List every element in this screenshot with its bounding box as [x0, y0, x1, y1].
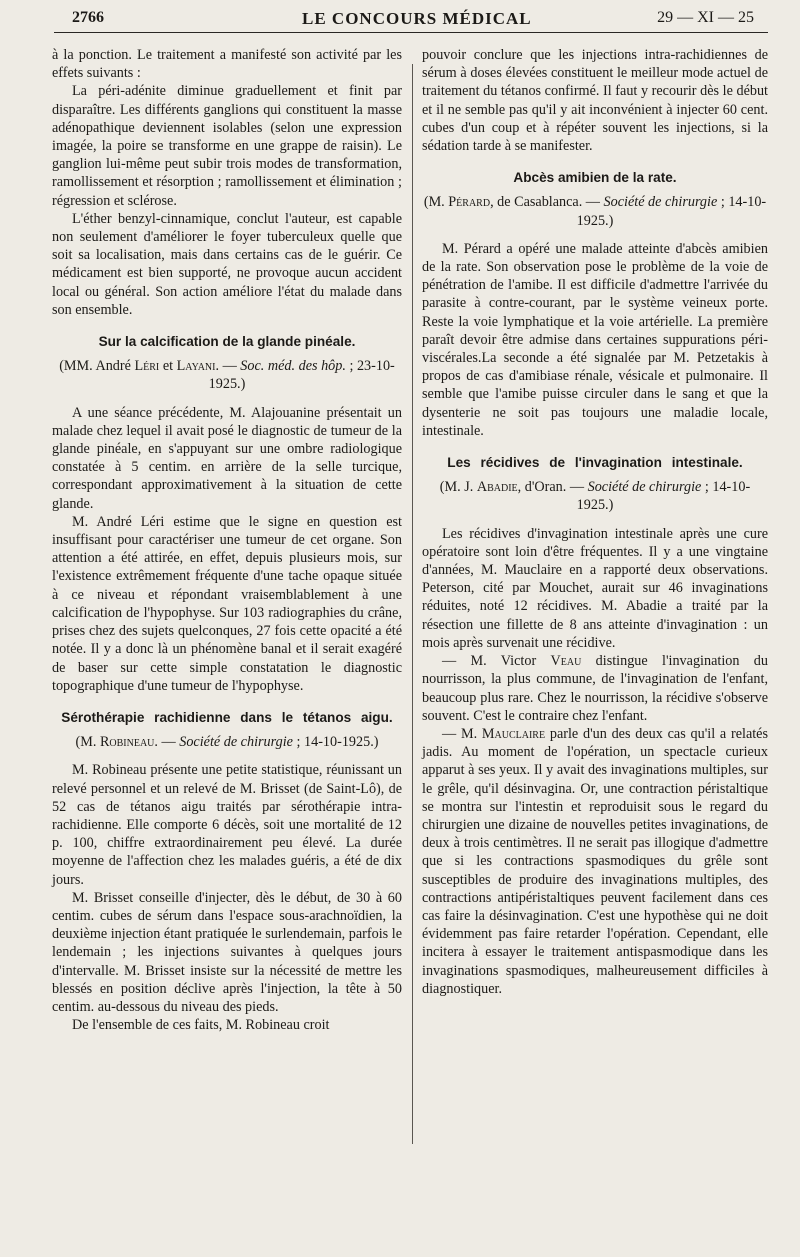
paragraph: L'éther benzyl-cinnamique, conclut l'auteur, est capable non seulement d'améliorer le foyer tuberculeux quelle que soit sa localisation, mais dans certains cas de le guérir. Ce médicament est bien supporté, ne provoque aucun accident local ou général. Son action améliore l'état du malade dans son ensemble. — [52, 210, 402, 318]
paragraph: De l'ensemble de ces faits, M. Robineau croit — [72, 1017, 330, 1034]
left-column — [52, 46, 402, 1034]
paragraph: pouvoir conclure que les injections intra-rachidiennes de sérum à doses élevées constituent le meilleur mode actuel de traitement du tétanos confirmé. Il faut y recourir dès le début et il ne semble pas qu'il y ait inconvénient à injecter 60 cent. cubes d'un coup et à répéter souvent les injections, si la sédation tarde à se manifester. — [422, 47, 768, 155]
paragraph: — M. Mauclaire parle d'un des deux cas qu'il a relatés jadis. Au moment de l'opération, un spectacle curieux apparut à ses yeux. Il y avait des invaginations multiples, sur le grêle, qu'il désinvagina. Or, une contraction péristaltique se montra sur l'intestin et reproduisit sous le regard du chirurgien une dizaine de nouvelles petites invaginations, de deux à trois centimètres. Il ne serait pas illogique d'admettre que si les contractions spasmodiques du grêle sont susceptibles de produire des invaginations multiples, des contractions antipéristaltiques peuvent facilement dans ces cas faire la désinvagination. C'est une hypothèse qui ne doit évidemment pas faire retarder l'opération. Cependant, elle incitera à essayer le traitement antispasmodique dans les invaginations spasmodiques, malheureusement difficiles à diagnostiquer. — [422, 725, 768, 997]
column-divider — [412, 64, 413, 1144]
paragraph: M. Brisset conseille d'injecter, dès le début, de 30 à 60 centim. cubes de sérum dans l'espace sous-arachnoïdien, la deuxième injection étant pratiquée le surlendemain, parfois le lendemain ; les injections suivantes à quelques jours d'intervalle. M. Brisset insiste sur la nécessité de mettre les blessés en position déclive après l'injection, la tête à 50 centim. au-dessous du niveau des pieds. — [52, 889, 402, 1015]
paragraph: Les récidives d'invagination intestinale après une cure opératoire sont loin d'être fréquentes. Il y a une vingtaine d'années, M. Mauclaire en a rapporté deux observations. Peterson, cité par Mouchet, aurait sur 46 invaginations réduites, noté 12 récidives. M. Abadie a traité par la résection une fillette de 8 ans atteinte d'invagination : un mois après survenait une récidive. — [422, 525, 768, 651]
page-number: 2766 — [72, 9, 104, 26]
section-title: Les récidives de l'invagination intestinale. — [447, 455, 743, 471]
paragraph: — M. Victor Veau distingue l'invagination du nourrisson, la plus commune, de l'invagination de l'enfant, beaucoup plus rare. Chez le nourrisson, la récidive s'observe souvent. C'est le contraire chez l'enfant. — [422, 653, 768, 724]
paragraph: La péri-adénite diminue graduellement et finit par disparaître. Les différents ganglions qui constituent la masse adénopathique deviennent isolables (selon une expression imagée, la poire se transforme en une grappe de raisin). Le ganglion lui-même peut subir trois modes de transformation, ramollissement et résorption ; ramollissement et élimination ; régression et sclérose. — [52, 83, 402, 209]
paragraph: à la ponction. Le traitement a manifesté son activité par les effets suivants : — [52, 47, 402, 82]
page-header — [54, 6, 768, 33]
paragraph: A une séance précédente, M. Alajouanine présentait un malade chez lequel il avait posé le diagnostic de tumeur de la glande pinéale, en s'appuyant sur une ombre radiologique constatée à 5 centim. en arrière de la selle turcique, correspondant approximativement à la situation de cette glande. — [52, 404, 402, 512]
issue-date: 29 — XI — 25 — [657, 9, 754, 26]
paragraph: M. André Léri estime que le signe en question est insuffisant pour caractériser une tumeur de cet organe. Son attention a été attirée, en effet, depuis plusieurs mois, sur l'existence extrêmement fréquente d'une tache opaque située à ce niveau et répondant vraisemblablement à une calcification de l'hypophyse. Sur 103 radiographies du crâne, prises chez des sujets quelconques, 27 fois cette opacité a été notée. Il y a donc là un phénomène banal et il serait exagéré de baser sur cette simple constatation le diagnostic topographique d'une tumeur de l'hypophyse. — [52, 513, 402, 694]
section-title: Sérothérapie rachidienne dans le tétanos aigu. — [61, 709, 393, 725]
section-reference: (M. Pérard, de Casablanca. — Société de chirurgie ; 14-10-1925.) — [423, 194, 767, 229]
section-title: Abcès amibien de la rate. — [513, 170, 677, 186]
section-title: Sur la calcification de la glande pinéale. — [98, 334, 356, 350]
journal-title: LE CONCOURS MÉDICAL — [302, 9, 532, 28]
paragraph: M. Pérard a opéré une malade atteinte d'abcès amibien de la rate. Son observation pose le problème de la voie de pénétration de l'amibe. Il est difficile d'admettre l'arrivée du parasite à contre-courant, par le système veineux porte. Reste la voie lymphatique et la voie artérielle. La première paraît devoir être admise dans certaines suppurations péri-viscérales.La seconde a été signalée par M. Petzetakis à propos de cas d'amibiase rénale, vésicale et pulmonaire. Il semble que l'amibe puisse circuler dans le sang et que la dysenterie ne soit pas toujours une maladie locale, intestinale. — [422, 240, 768, 439]
section-reference: (M. J. Abadie, d'Oran. — Société de chirurgie ; 14-10-1925.) — [439, 479, 751, 514]
right-column — [422, 46, 768, 998]
section-reference: (M. Robineau. — Société de chirurgie ; 14-10-1925.) — [75, 734, 379, 751]
section-reference: (MM. André Léri et Layani. — Soc. méd. des hôp. ; 23-10-1925.) — [59, 358, 395, 393]
paragraph: M. Robineau présente une petite statistique, réunissant un relevé personnel et un relevé de M. Brisset (de Saint-Lô), de 52 cas de tétanos aigu traités par sérothérapie intra-rachidienne. Elle comporte 6 décès, soit une mortalité de 12 p. 100, chiffre extraordinairement peu élevé. La durée moyenne de l'affection chez les malades guéris, a été de dix jours. — [52, 762, 402, 888]
